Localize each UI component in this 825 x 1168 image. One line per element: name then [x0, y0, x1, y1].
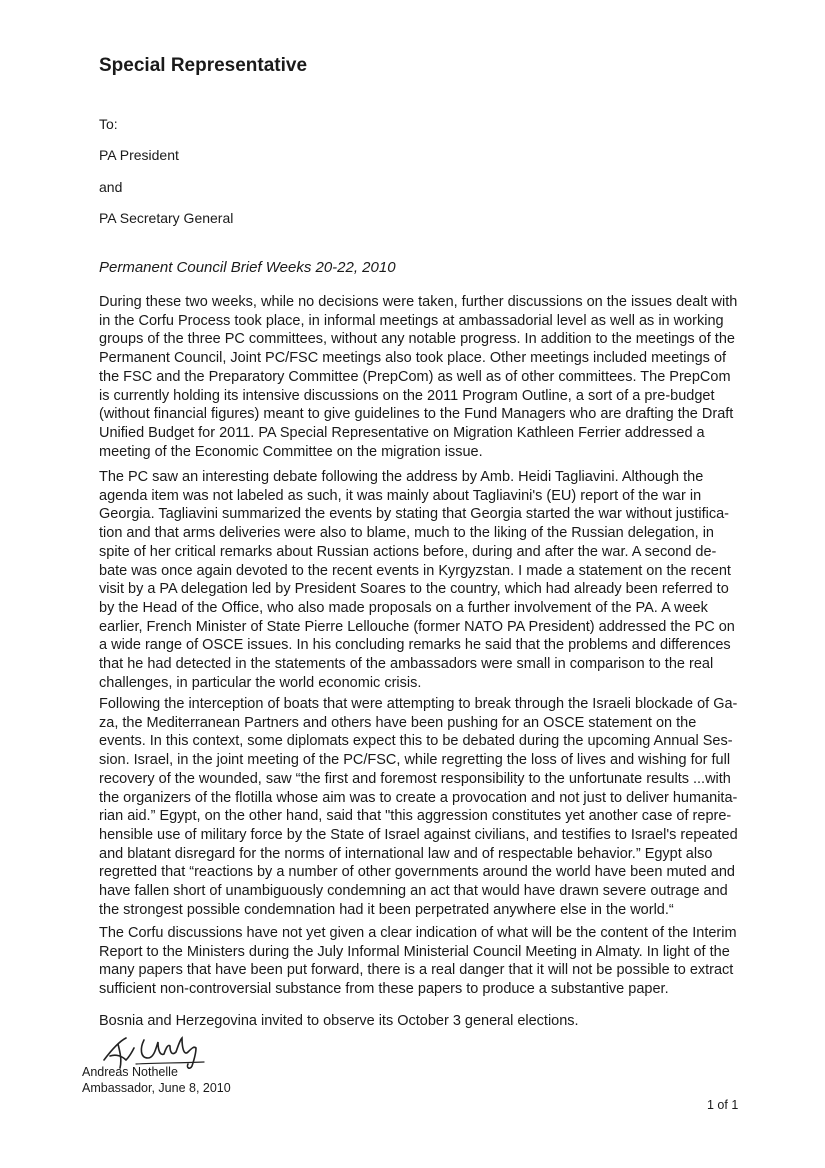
paragraph-line: and blatant disregard for the norms of international law and of respectable behavior.” Egypt also	[99, 845, 713, 862]
paragraph-line: The Corfu discussions have not yet given a clear indication of what will be the content of the Interim	[99, 925, 737, 941]
paragraph-line: events. In this context, some diplomats expect this to be debated during the upcoming Annual Ses-	[99, 733, 733, 750]
paragraph-line: is currently holding its intensive discussions on the 2011 Program Outline, a sort of a pre-budget	[99, 387, 715, 404]
paragraph-line: Unified Budget for 2011. PA Special Representative on Migration Kathleen Ferrier addressed a	[99, 424, 705, 441]
paragraph-line: sufficient non-controversial substance from these papers to produce a substantive paper.	[99, 981, 669, 998]
address-recipient-2: PA Secretary General	[99, 210, 234, 226]
paragraph-line: challenges, in particular the world economic crisis.	[99, 674, 422, 691]
paragraph-line: hensible use of military force by the State of Israel against civilians, and testifies to Israel's repeated	[99, 826, 738, 843]
paragraph-line: groups of the three PC committees, without any notable progress. In addition to the meetings of the	[99, 331, 735, 348]
paragraph-overview	[99, 293, 775, 461]
paragraph-line: spite of her critical remarks about Russian actions before, during and after the war. A second de-	[99, 543, 717, 560]
paragraph-line: Report to the Ministers during the July Informal Ministerial Council Meeting in Almaty. In light of the	[99, 943, 730, 960]
paragraph-line: in the Corfu Process took place, in informal meetings at ambassadorial level as well as in working	[99, 312, 724, 329]
paragraph-line: a wide range of OSCE issues. In his concluding remarks he said that the problems and differences	[99, 637, 731, 654]
page-number: 1 of 1	[707, 1098, 739, 1112]
paragraph-line: Following the interception of boats that were attempting to break through the Israeli blockade of Ga-	[99, 696, 738, 712]
paragraph-line: the organizers of the flotilla whose aim was to create a provocation and not just to deliver humanita-	[99, 789, 738, 806]
paragraph-line: have fallen short of unambiguously condemning an act that would have drawn severe outrage and	[99, 883, 728, 900]
signer-title-date: Ambassador, June 8, 2010	[82, 1081, 231, 1095]
closing-note: Bosnia and Herzegovina invited to observe its October 3 general elections.	[99, 1013, 579, 1029]
paragraph-corfu	[99, 924, 775, 999]
paragraph-line: agenda item was not labeled as such, it was mainly about Tagliavini's (EU) report of the war in	[99, 487, 702, 504]
paragraph-line: meeting of the Economic Committee on the migration issue.	[99, 443, 483, 460]
paragraph-line: the FSC and the Preparatory Committee (PrepCom) as well as of other committees. The PrepCom	[99, 368, 731, 385]
brief-subject: Permanent Council Brief Weeks 20-22, 2010	[99, 259, 396, 276]
paragraph-line: za, the Mediterranean Partners and others have been pushing for an OSCE statement on the	[99, 714, 697, 731]
paragraph-line: Permanent Council, Joint PC/FSC meetings also took place. Other meetings included meetings of	[99, 350, 727, 367]
paragraph-line: (without financial figures) meant to give guidelines to the Fund Managers who are drafting the Draft	[99, 406, 734, 423]
paragraph-line: During these two weeks, while no decisions were taken, further discussions on the issues dealt with	[99, 294, 738, 310]
paragraph-line: many papers that have been put forward, there is a real danger that it will not be possible to extract	[99, 962, 734, 979]
paragraph-line: the strongest possible condemnation had it been perpetrated anywhere else in the world.“	[99, 901, 674, 918]
paragraph-line: tion and that arms deliveries were also to blame, much to the liking of the Russian delegation, in	[99, 525, 714, 542]
paragraph-line: visit by a PA delegation led by President Soares to the country, which had already been referred to	[99, 581, 729, 598]
paragraph-line: rian aid.” Egypt, on the other hand, said that "this aggression constitutes yet another case of repre-	[99, 808, 732, 825]
signer-block	[82, 1064, 231, 1096]
address-recipient-1: PA President	[99, 147, 179, 163]
address-conjunction: and	[99, 179, 123, 195]
address-to: To:	[99, 116, 118, 132]
paragraph-line: recovery of the wounded, saw “the first and foremost responsibility to the unfortunate results ...with	[99, 770, 731, 787]
paragraph-pc-debate	[99, 468, 775, 692]
paragraph-line: by the Head of the Office, who also made proposals on a further involvement of the PA. A week	[99, 599, 708, 616]
paragraph-line: sion. Israel, in the joint meeting of the PC/FSC, while regretting the loss of lives and wishing for full	[99, 752, 731, 769]
paragraph-line: that he had detected in the statements of the ambassadors were small in comparison to the real	[99, 656, 714, 673]
paragraph-line: The PC saw an interesting debate following the address by Amb. Heidi Tagliavini. Although the	[99, 469, 704, 485]
paragraph-line: earlier, French Minister of State Pierre Lellouche (former NATO PA President) addressed the PC on	[99, 618, 735, 635]
paragraph-flotilla	[99, 695, 775, 919]
paragraph-line: Georgia. Tagliavini summarized the events by stating that Georgia started the war without justifica-	[99, 506, 729, 523]
document-heading: Special Representative	[99, 55, 308, 76]
paragraph-line: regretted that “reactions by a number of other governments around the world have been muted and	[99, 864, 735, 881]
paragraph-line: bate was once again devoted to the recent events in Kyrgyzstan. I made a statement on the recent	[99, 562, 731, 579]
signer-name: Andreas Nothelle	[82, 1065, 178, 1079]
